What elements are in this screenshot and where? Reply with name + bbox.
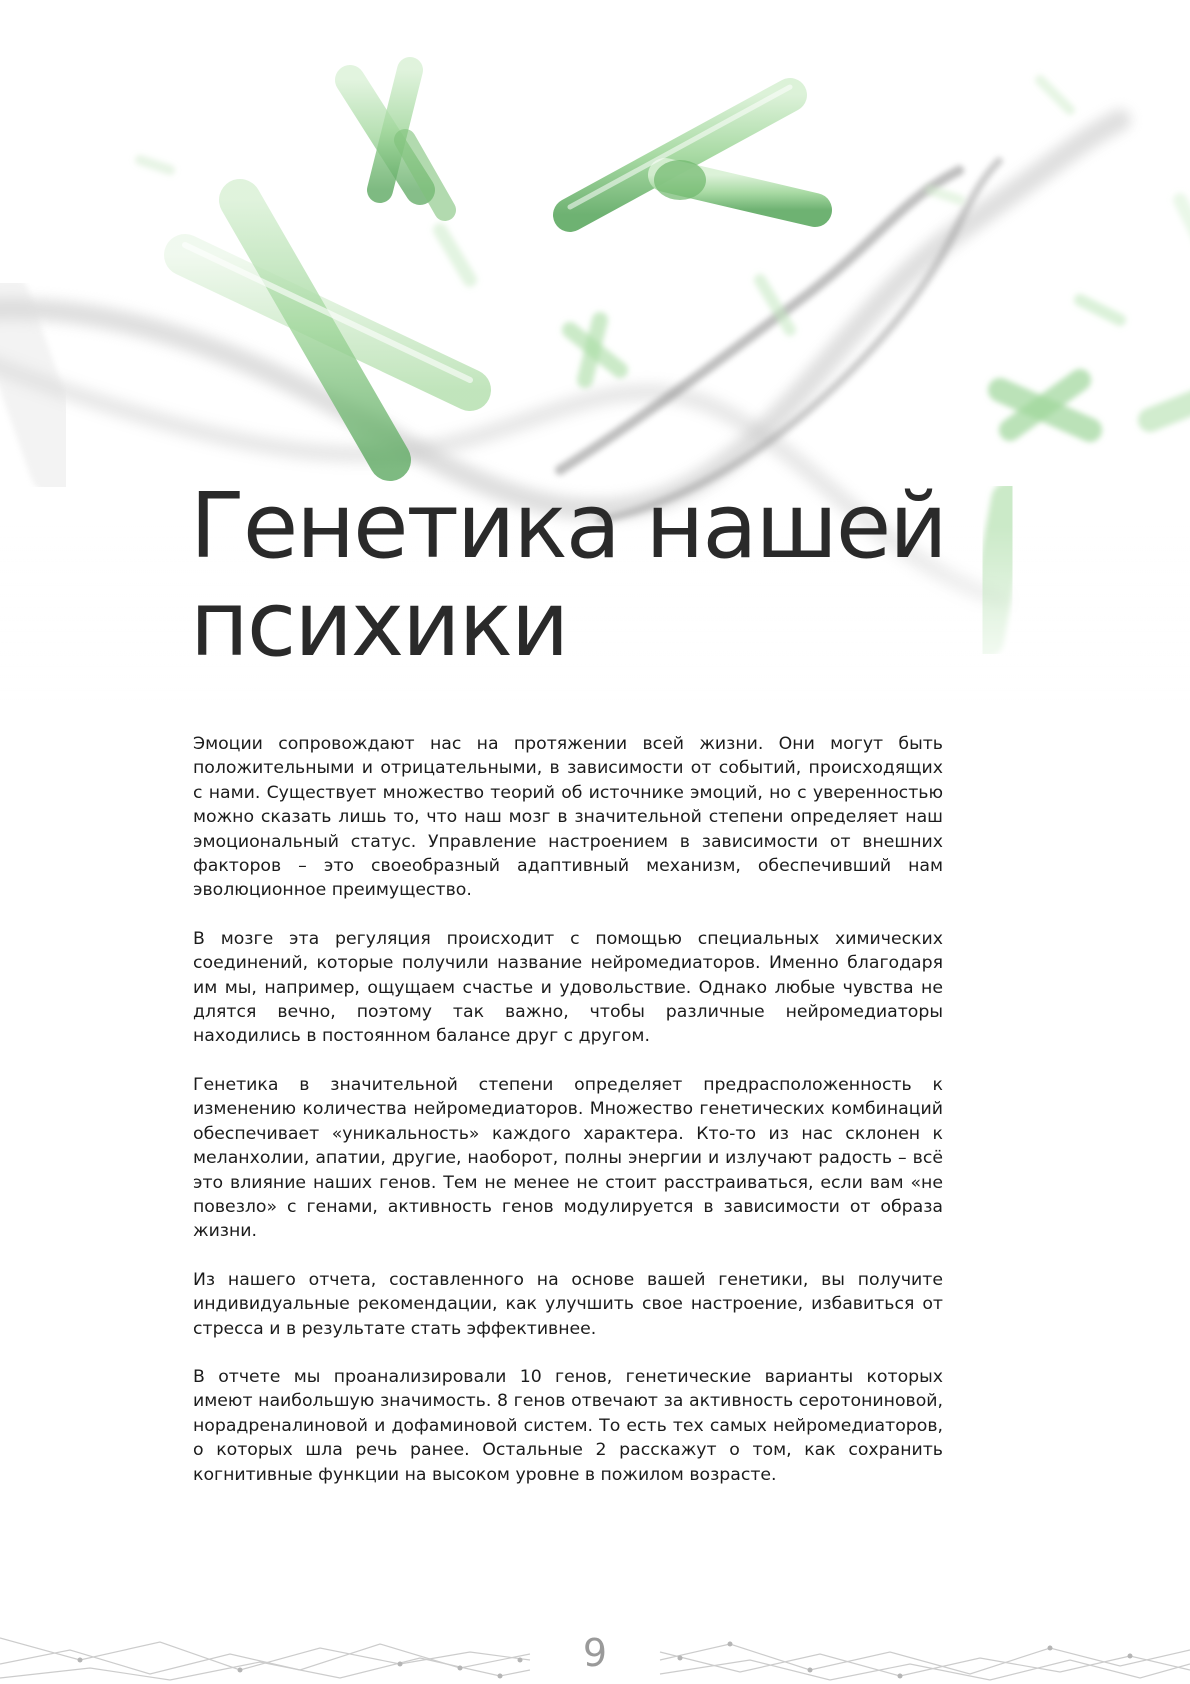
paragraph-5: В отчете мы проанализировали 10 генов, генетические варианты которых имеют наибольшую значимость. 8 генов отвечают за активность серотониновой, норадреналиновой и дофаминовой систем. То есть тех самых нейромедиаторов, о которых шла речь ранее. Остальные 2 расскажут о том, как сохранить когнитивные функции на высоком уровне в пожилом возрасте.	[193, 1366, 943, 1485]
page-title	[190, 474, 1010, 677]
page-title-line-2: психики	[190, 572, 568, 677]
paragraph-3: Генетика в значительной степени определяет предрасположенность к изменению количества нейромедиаторов. Множество генетических комбинаций обеспечивает «уникальность» каждого характера. Кто-то из нас склонен к меланхолии, апатии, другие, наоборот, полны энергии и излучают радость – всё это влияние наших генов. Тем не менее не стоит расстраиваться, если вам «не повезло» с генами, активность генов модулируется в зависимости от образа жизни.	[193, 1074, 943, 1242]
paragraph-1: Эмоции сопровождают нас на протяжении всей жизни. Они могут быть положительными и отрицательными, в зависимости от событий, происходящих с нами. Существует множество теорий об источнике эмоций, но с уверенностью можно сказать лишь то, что наш мозг в значительной степени определяет наш эмоциональный статус. Управление настроением в зависимости от внешних факторов – это своеобразный адаптивный механизм, обеспечивший нам эволюционное преимущество.	[193, 734, 943, 901]
page-number: 9	[582, 1631, 608, 1675]
paragraph-4: Из нашего отчета, составленного на основе вашей генетики, вы получите индивидуальные рекомендации, как улучшить свое настроение, избавиться от стресса и в результате стать эффективнее.	[193, 1269, 943, 1339]
body-text	[193, 732, 943, 1511]
paragraph-2: В мозге эта регуляция происходит с помощью специальных химических соединений, которые получили название нейромедиаторов. Именно благодаря им мы, например, ощущаем счастье и удовольствие. Однако любые чувства не длятся вечно, поэтому так важно, чтобы различные нейромедиаторы находились в постоянном балансе друг с другом.	[193, 928, 943, 1047]
page-title-line-1: Генетика нашей	[190, 474, 946, 579]
